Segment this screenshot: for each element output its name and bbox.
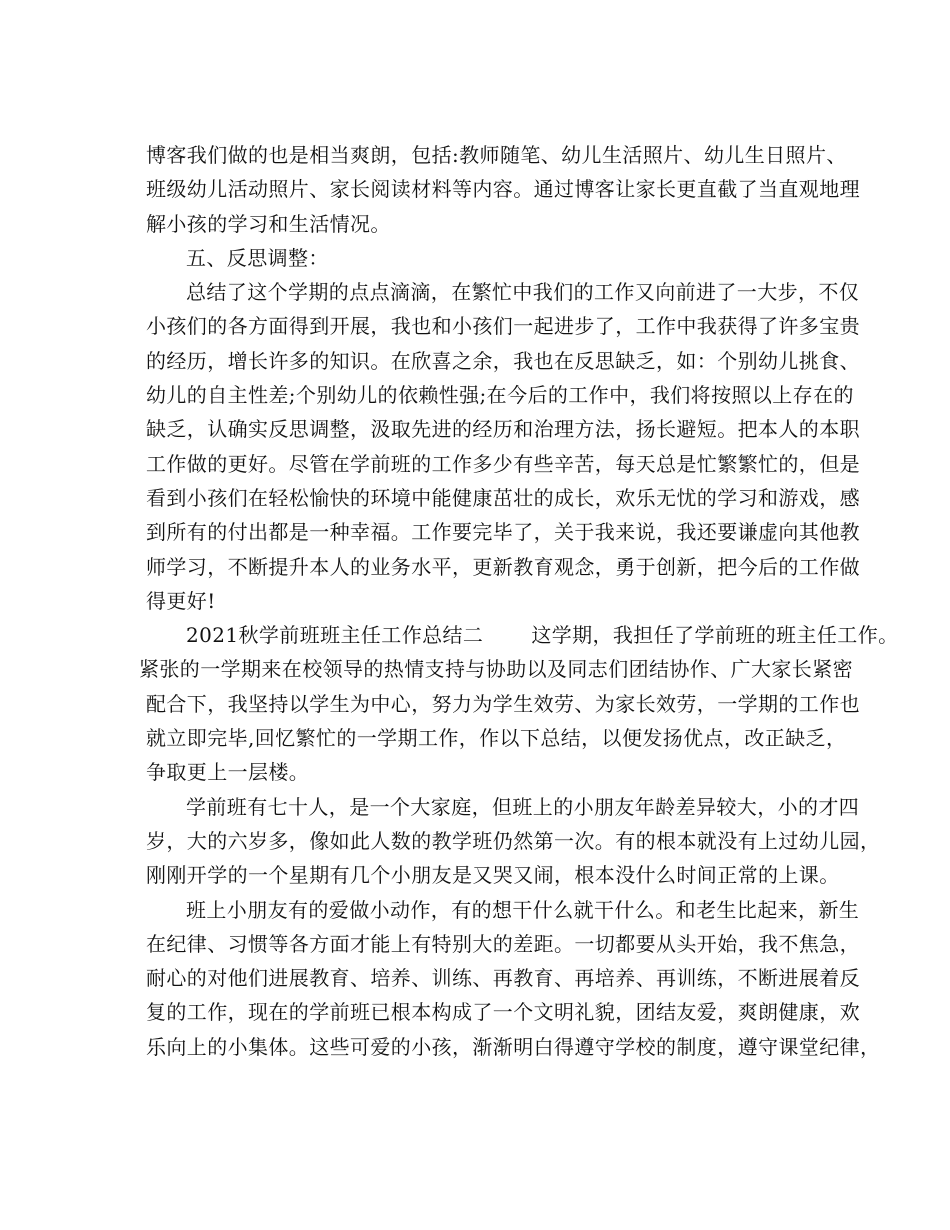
text-line: 到所有的付出都是一种幸福。工作要完毕了，关于我来说，我还要谦虚向其他教 xyxy=(146,520,860,545)
text-line: 复的工作，现在的学前班已根本构成了一个文明礼貌，团结友爱，爽朗健康，欢 xyxy=(146,1000,860,1025)
text-line: 的经历，增长许多的知识。在欣喜之余，我也在反思缺乏，如：个别幼儿挑食、 xyxy=(146,348,860,373)
text-line: 岁，大的六岁多，像如此人数的教学班仍然第一次。有的根本就没有上过幼儿园， xyxy=(146,828,881,853)
text-line: 耐心的对他们进展教育、培养、训练、再教育、再培养、再训练，不断进展着反 xyxy=(146,966,860,991)
text-line: 就立即完毕,回忆繁忙的一学期工作，作以下总结，以便发扬优点，改正缺乏， xyxy=(146,726,847,751)
text-line: 这学期，我担任了学前班的班主任工作。 xyxy=(531,623,899,648)
text-line: 工作做的更好。尽管在学前班的工作多少有些辛苦，每天总是忙繁繁忙的，但是 xyxy=(146,451,860,476)
text-line: 幼儿的自主性差;个别幼儿的依赖性强;在今后的工作中，我们将按照以上存在的 xyxy=(146,383,854,408)
text-line: 得更好! xyxy=(146,588,216,613)
document-body xyxy=(139,138,899,1064)
text-line: 争取更上一层楼。 xyxy=(146,760,310,785)
text-line: 缺乏，认确实反思调整，汲取先进的经历和治理方法，扬长避短。把本人的本职 xyxy=(146,417,860,442)
text-line: 在纪律、习惯等各方面才能上有特别大的差距。一切都要从头开始，我不焦急， xyxy=(146,931,860,956)
document-title: 2021秋学前班班主任工作总结二 xyxy=(186,623,484,648)
text-line: 刚刚开学的一个星期有几个小朋友是又哭又闹，根本没什么时间正常的上课。 xyxy=(146,863,840,888)
title-line xyxy=(146,618,899,652)
text-line: 乐向上的小集体。这些可爱的小孩，渐渐明白得遵守学校的制度，遵守课堂纪律， xyxy=(146,1034,881,1059)
text-line: 紧张的一学期来在校领导的热情支持与协助以及同志们团结协作、广大家长紧密 xyxy=(139,657,853,682)
text-line: 看到小孩们在轻松愉快的环境中能健康茁壮的成长，欢乐无忧的学习和游戏，感 xyxy=(146,485,860,510)
text-line: 小孩们的各方面得到开展，我也和小孩们一起进步了，工作中我获得了许多宝贵 xyxy=(146,314,860,339)
text-line: 学前班有七十人，是一个大家庭，但班上的小朋友年龄差异较大，小的才四 xyxy=(186,794,860,819)
text-line: 班上小朋友有的爱做小动作，有的想干什么就干什么。和老生比起来，新生 xyxy=(186,897,860,922)
section-heading: 五、反思调整： xyxy=(186,245,329,270)
text-line: 班级幼儿活动照片、家长阅读材料等内容。通过博客让家长更直截了当直观地理 xyxy=(146,177,860,202)
text-line: 博客我们做的也是相当爽朗，包括:教师随笔、幼儿生活照片、幼儿生日照片、 xyxy=(146,143,847,167)
text-line: 师学习，不断提升本人的业务水平，更新教育观念，勇于创新，把今后的工作做 xyxy=(146,554,860,579)
text-line: 配合下，我坚持以学生为中心，努力为学生效劳、为家长效劳，一学期的工作也 xyxy=(146,691,860,716)
text-line: 总结了这个学期的点点滴滴，在繁忙中我们的工作又向前进了一大步，不仅 xyxy=(186,280,860,305)
text-line: 解小孩的学习和生活情况。 xyxy=(146,211,391,236)
